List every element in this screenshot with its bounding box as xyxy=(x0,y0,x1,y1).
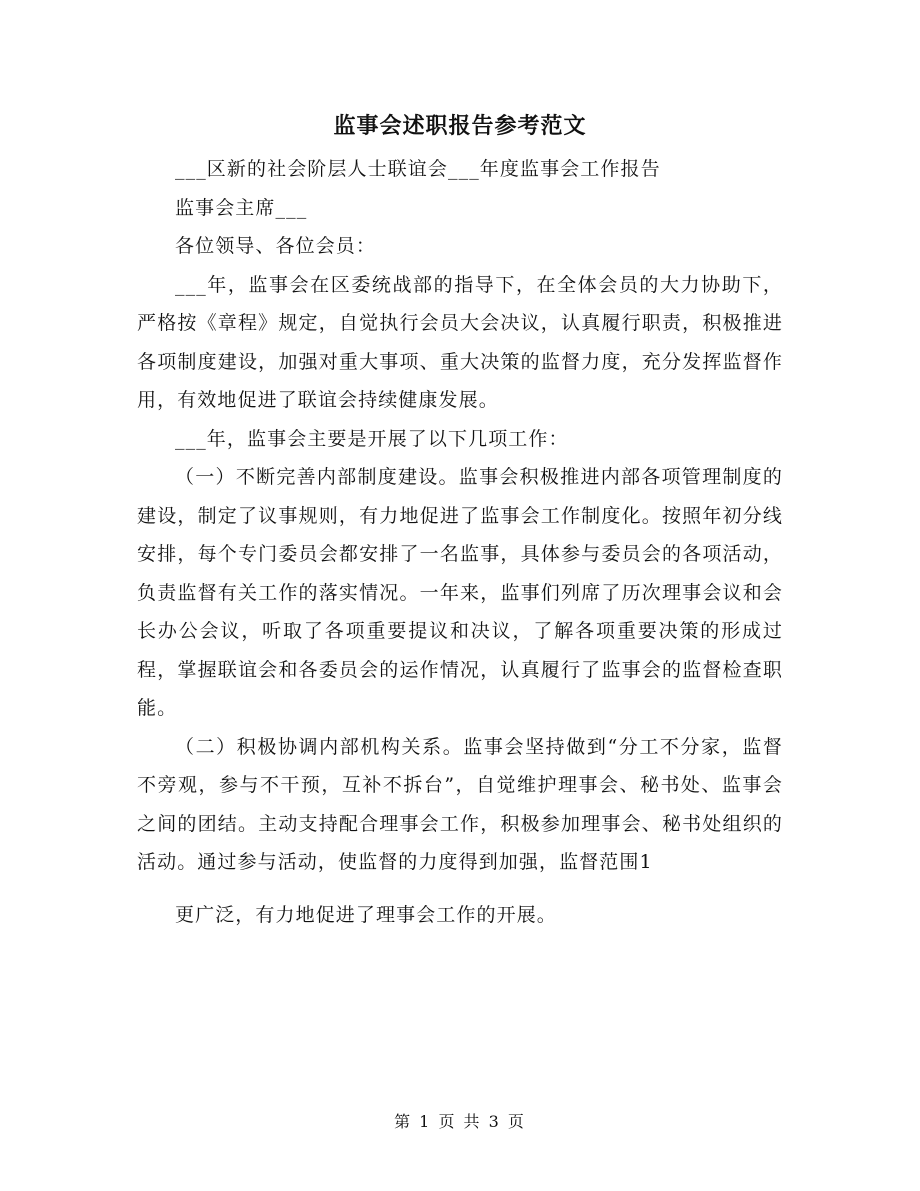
document-title: 监事会述职报告参考范文 xyxy=(333,113,587,139)
paragraph-work-summary: ___年，监事会主要是开展了以下几项工作： xyxy=(175,427,569,450)
paragraph-speaker: 监事会主席___ xyxy=(175,196,308,219)
paragraph-salutation: 各位领导、各位会员： xyxy=(175,235,377,257)
paragraph-intro: ___年，监事会在区委统战部的指导下，在全体会员的大力协助下，严格按《章程》规定，自觉执行会员大会决议，认真履行职责，积极推进各项制度建设，加强对重大事项、重大决策的监督力度，充分发挥监督作用，有效地促进了联谊会持续健康发展。 xyxy=(137,273,783,411)
page-footer: 第 1 页 共 3 页 xyxy=(394,1112,526,1131)
paragraph-report-heading: ___区新的社会阶层人士联谊会___年度监事会工作报告 xyxy=(175,158,661,180)
paragraph-item-one: （一）不断完善内部制度建设。监事会积极推进内部各项管理制度的建设，制定了议事规则，有力地促进了监事会工作制度化。按照年初分线安排，每个专门委员会都安排了一名监事，具体参与委员会的各项活动，负责监督有关工作的落实情况。一年来，监事们列席了历次理事会议和会长办公会议，听取了各项重要提议和决议，了解各项重要决策的形成过程，掌握联谊会和各委员会的运作情况，认真履行了监事会的监督检查职能。 xyxy=(137,466,783,719)
document-body xyxy=(137,150,783,934)
paragraph-item-two: （二）积极协调内部机构关系。监事会坚持做到“分工不分家，监督不旁观，参与不干预，互补不拆台”，自觉维护理事会、秘书处、监事会之间的团结。主动支持配合理事会工作，积极参加理事会、秘书处组织的活动。通过参与活动，使监督的力度得到加强，监督范围1 xyxy=(137,735,783,873)
paragraph-continuation: 更广泛，有力地促进了理事会工作的开展。 xyxy=(175,903,557,926)
